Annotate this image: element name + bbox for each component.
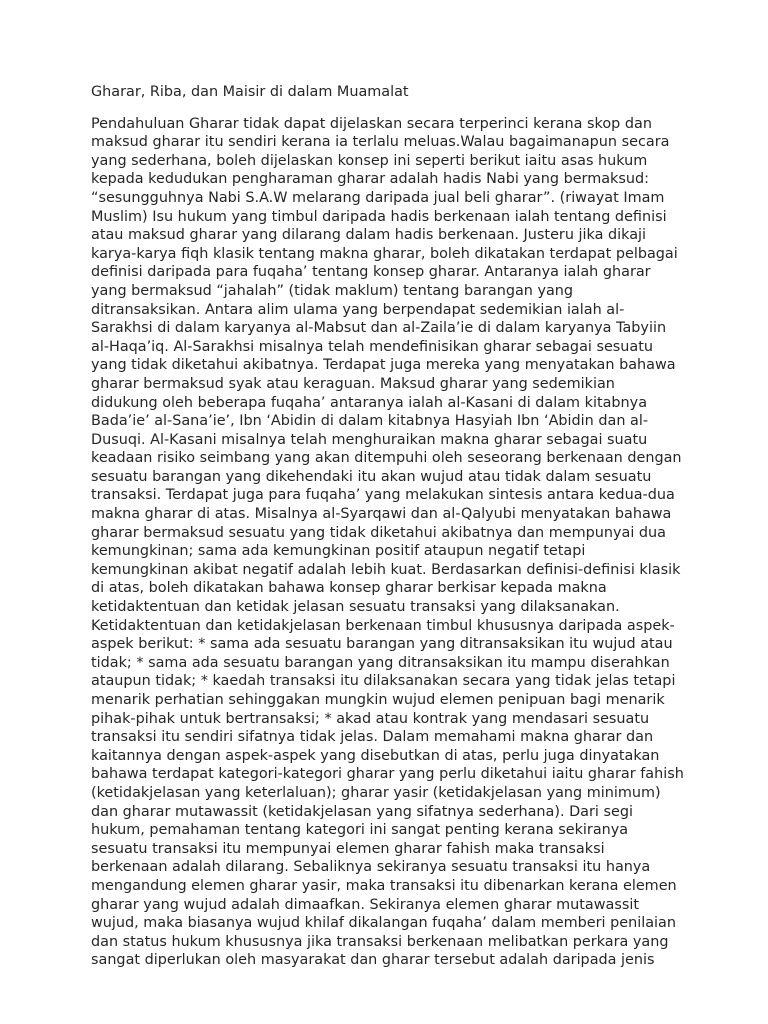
paragraph-line: berkenaan adalah dilarang. Sebaliknya sekiranya sesuatu transaksi itu hanya: [91, 859, 651, 876]
paragraph-line: dan gharar mutawassit (ketidakjelasan yang sifatnya sederhana). Dari segi: [91, 803, 633, 820]
paragraph-line: didukung oleh beberapa fuqaha’ antaranya ialah al-Kasani di dalam kitabnya: [91, 394, 648, 411]
paragraph-line: gharar bermaksud syak atau keraguan. Maksud gharar yang sedemikian: [91, 375, 615, 392]
paragraph-line: mengandung elemen gharar yasir, maka transaksi itu dibenarkan kerana elemen: [91, 877, 677, 894]
paragraph-line: sangat diperlukan oleh masyarakat dan gharar tersebut adalah daripada jenis: [91, 952, 655, 969]
paragraph-line: karya-karya fiqh klasik tentang makna gharar, boleh dikatakan terdapat pelbagai: [91, 245, 678, 262]
document-title: Gharar, Riba, dan Maisir di dalam Muamalat: [91, 84, 409, 100]
paragraph-line: al-Haqa’iq. Al-Sarakhsi misalnya telah mendefinisikan gharar sebagai sesuatu: [91, 338, 654, 355]
paragraph-line: keadaan risiko seimbang yang akan ditempuhi oleh seseorang berkenaan dengan: [91, 450, 682, 467]
paragraph-line: bahawa terdapat kategori-kategori gharar yang perlu diketahui iaitu gharar fahish: [91, 766, 684, 783]
paragraph-line: “sesungguhnya Nabi S.A.W melarang daripada jual beli gharar”. (riwayat Imam: [91, 189, 665, 206]
paragraph-line: hukum, pemahaman tentang kategori ini sangat penting kerana sekiranya: [91, 822, 629, 839]
paragraph-line: yang tidak diketahui akibatnya. Terdapat juga mereka yang menyatakan bahawa: [91, 357, 676, 374]
paragraph-line: atau maksud gharar yang dilarang dalam hadis berkenaan. Justeru jika dikaji: [91, 227, 647, 244]
paragraph-line: makna gharar di atas. Misalnya al-Syarqawi dan al-Qalyubi menyatakan bahawa: [91, 506, 672, 523]
paragraph-line: ataupun tidak; * kaedah transaksi itu dilaksanakan secara yang tidak jelas tetapi: [91, 673, 676, 690]
paragraph-line: kaitannya dengan aspek-aspek yang disebutkan di atas, perlu juga dinyatakan: [91, 747, 660, 764]
paragraph-line: aspek berikut: * sama ada sesuatu barangan yang ditransaksikan itu wujud atau: [91, 636, 673, 653]
paragraph-line: kemungkinan akibat negatif adalah lebih kuat. Berdasarkan definisi-definisi klasik: [91, 561, 681, 578]
paragraph-line: dan status hukum khususnya jika transaksi berkenaan melibatkan perkara yang: [91, 933, 669, 950]
paragraph-line: Muslim) Isu hukum yang timbul daripada hadis berkenaan ialah tentang definisi: [91, 208, 667, 225]
paragraph-line: definisi daripada para fuqaha’ tentang konsep gharar. Antaranya ialah gharar: [91, 264, 651, 281]
paragraph-line: sesuatu barangan yang dikehendaki itu akan wujud atau tidak dalam sesuatu: [91, 468, 652, 485]
paragraph-line: ditransaksikan. Antara alim ulama yang berpendapat sedemikian ialah al-: [91, 301, 625, 318]
paragraph-line: Dusuqi. Al-Kasani misalnya telah menghuraikan makna gharar sebagai suatu: [91, 431, 648, 448]
paragraph-line: (ketidakjelasan yang keterlaluan); gharar yasir (ketidakjelasan yang minimum): [91, 784, 661, 801]
paragraph-line: kemungkinan; sama ada kemungkinan positif ataupun negatif tetapi: [91, 543, 586, 560]
paragraph-line: ketidaktentuan dan ketidak jelasan sesuatu transaksi yang dilaksanakan.: [91, 599, 620, 616]
paragraph-line: di atas, boleh dikatakan bahawa konsep gharar berkisar kepada makna: [91, 580, 607, 597]
paragraph-line: yang bermaksud “jahalah” (tidak maklum) tentang barangan yang: [91, 282, 574, 299]
document-content: [91, 83, 691, 970]
paragraph-line: gharar yang wujud adalah dimaafkan. Sekiranya elemen gharar mutawassit: [91, 896, 639, 913]
paragraph-line: Pendahuluan Gharar tidak dapat dijelaskan secara terperinci kerana skop dan: [91, 115, 652, 132]
paragraph-line: transaksi itu sendiri sifatnya tidak jelas. Dalam memahami makna gharar dan: [91, 729, 654, 746]
paragraph-line: transaksi. Terdapat juga para fuqaha’ yang melakukan sintesis antara kedua-dua: [91, 487, 675, 504]
paragraph-line: pihak-pihak untuk bertransaksi; * akad atau kontrak yang mendasari sesuatu: [91, 710, 650, 727]
paragraph-line: tidak; * sama ada sesuatu barangan yang ditransaksikan itu mampu diserahkan: [91, 654, 670, 671]
paragraph-line: yang sederhana, boleh dijelaskan konsep ini seperti berikut iaitu asas hukum: [91, 152, 648, 169]
paragraph-line: Sarakhsi di dalam karyanya al-Mabsut dan al-Zaila’ie di dalam karyanya Tabyiin: [91, 320, 667, 337]
paragraph-line: maksud gharar itu sendiri kerana ia terlalu meluas.Walau bagaimanapun secara: [91, 134, 670, 151]
paragraph-line: Bada’ie’ al-Sana’ie’, Ibn ‘Abidin di dalam kitabnya Hasyiah Ibn ‘Abidin dan al-: [91, 413, 649, 430]
paragraph-line: kepada kedudukan pengharaman gharar adalah hadis Nabi yang bermaksud:: [91, 171, 649, 188]
paragraph-line: gharar bermaksud sesuatu yang tidak diketahui akibatnya dan mempunyai dua: [91, 524, 666, 541]
paragraph-line: sesuatu transaksi itu mempunyai elemen gharar fahish maka transaksi: [91, 840, 605, 857]
paragraph-line: wujud, maka biasanya wujud khilaf dikalangan fuqaha’ dalam memberi penilaian: [91, 915, 676, 932]
paragraph-line: menarik perhatian sehinggakan mungkin wujud elemen penipuan bagi menarik: [91, 692, 665, 708]
paragraph-line: Ketidaktentuan dan ketidakjelasan berkenaan timbul khususnya daripada aspek-: [91, 617, 675, 634]
document-body: [91, 115, 691, 970]
